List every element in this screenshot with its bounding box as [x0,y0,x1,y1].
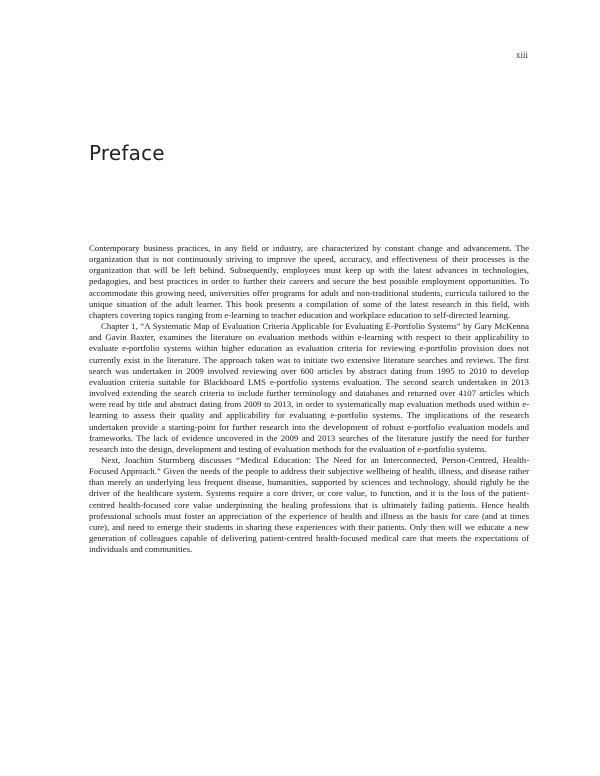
page-number: xiii [515,50,528,60]
preface-body [89,243,529,555]
paragraph-intro: Contemporary business practices, in any field or industry, are characterized by constant change and advancement. The organization that is not continuously striving to improve the speed, accuracy, and effectiveness of their processes is the organization that will be left behind. Subsequently, employees must keep up with the latest advances in technologies, pedagogies, and best practices in order to further their careers and secure the best possible employment opportunities. To accommodate this growing need, universities offer programs for adult and non-traditional students, curricula tailored to the unique situation of the adult learner. This book presents a compilation of some of the latest research in this field, with chapters covering topics ranging from e-learning to teacher education and workplace education to self-directed learning. [89,243,529,320]
page-title: Preface [89,141,165,165]
paragraph-medical-education: Next, Joachim Sturmberg discusses “Medical Education: The Need for an Interconnected, Person-Centred, Health-Focused Approach.” Given the needs of the people to address their subjective wellbeing of health, illness, and disease rather than merely an underlying less frequent disease, humanities, supported by sciences and technology, should rightly be the driver of the healthcare system. Systems require a core driver, or core value, to function, and it is the loss of the patient-centred health-focused core value underpinning the healing professions that is ultimately failing patients. Hence health professional schools must foster an appreciation of the experience of health and illness as the basis for care (and at times cure), and need to emerge their students in sharing these experiences with their patients. Only then will we educate a new generation of colleagues capable of delivering patient-centred health-focused medical care that meets the expectations of individuals and communities. [89,454,529,555]
paragraph-chapter-1: Chapter 1, “A Systematic Map of Evaluation Criteria Applicable for Evaluating E-Portfolio Systems” by Gary McKenna and Gavin Baxter, examines the literature on evaluation methods within e-learning with respect to their applicability to evaluate e-portfolio systems within higher education as evaluation criteria for reviewing e-portfolio provision does not currently exist in the literature. The approach taken was to initiate two extensive literature searches and reviews. The first search was undertaken in 2009 involved reviewing over 600 articles by abstract dating from 1995 to 2010 to develop evaluation criteria suitable for Blackboard LMS e-portfolio systems evaluation. The second search undertaken in 2013 involved extending the search criteria to include further terminology and databases and returned over 4107 articles which were read by title and abstract dating from 2009 to 2013, in order to systematically map evaluation methods used within e-learning to assess their quality and applicability for evaluating e-portfolio systems. The implications of the research undertaken provide a starting-point for further research into the development of robust e-portfolio evaluation models and frameworks. The lack of evidence uncovered in the 2009 and 2013 searches of the literature justify the need for further research into the design, development and testing of evaluation methods for the evaluation of e-portfolio systems. [89,321,529,454]
